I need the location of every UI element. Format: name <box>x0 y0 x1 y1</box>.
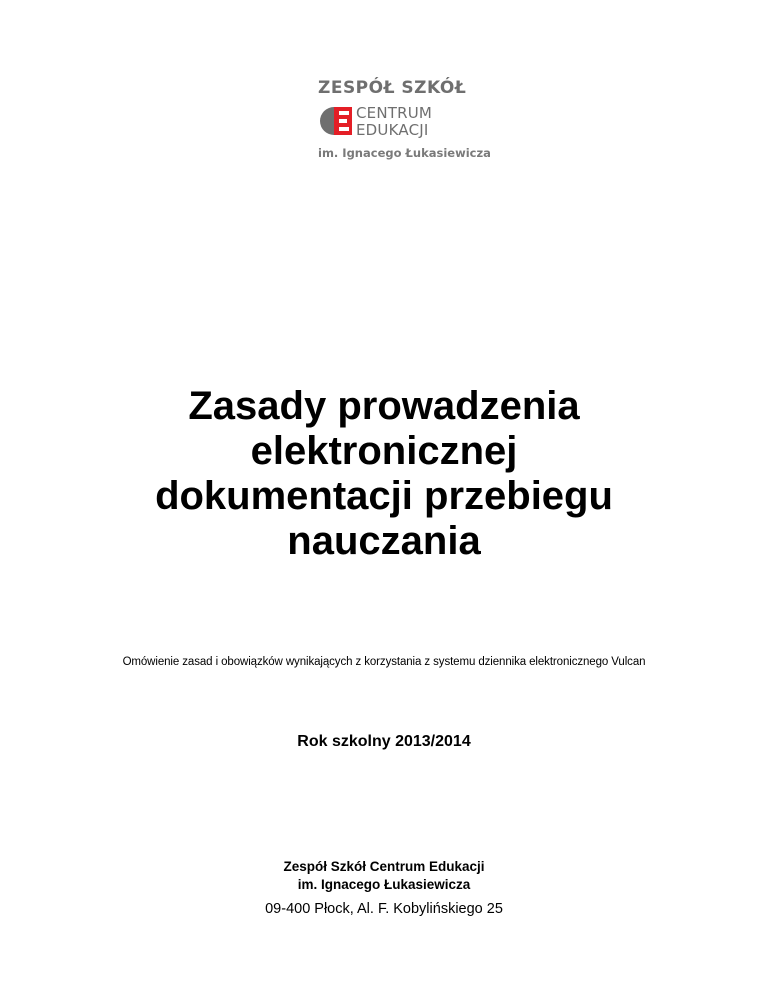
logo-title: ZESPÓŁ SZKÓŁ <box>318 78 467 98</box>
footer-address: 09-400 Płock, Al. F. Kobylińskiego 25 <box>265 901 503 917</box>
ce-logo-icon <box>320 107 352 135</box>
title-line: dokumentacji przebiegu <box>155 474 613 518</box>
footer-patron: im. Ignacego Łukasiewicza <box>297 877 471 892</box>
title-line: elektronicznej <box>250 429 518 473</box>
title-line: Zasady prowadzenia <box>188 384 580 428</box>
footer <box>0 858 768 918</box>
logo-line-edukacji: EDUKACJI <box>356 121 429 139</box>
logo-line-centrum: CENTRUM <box>356 104 433 122</box>
footer-school-name: Zespół Szkół Centrum Edukacji <box>283 859 485 874</box>
document-subtitle: Omówienie zasad i obowiązków wynikających z korzystania z systemu dziennika elektronicznego Vulcan <box>122 656 646 668</box>
school-logo <box>310 78 490 170</box>
logo-subtitle: im. Ignacego Łukasiewicza <box>318 146 491 160</box>
title-line: nauczania <box>287 519 481 563</box>
document-title <box>0 384 768 564</box>
school-year: Rok szkolny 2013/2014 <box>297 733 471 750</box>
